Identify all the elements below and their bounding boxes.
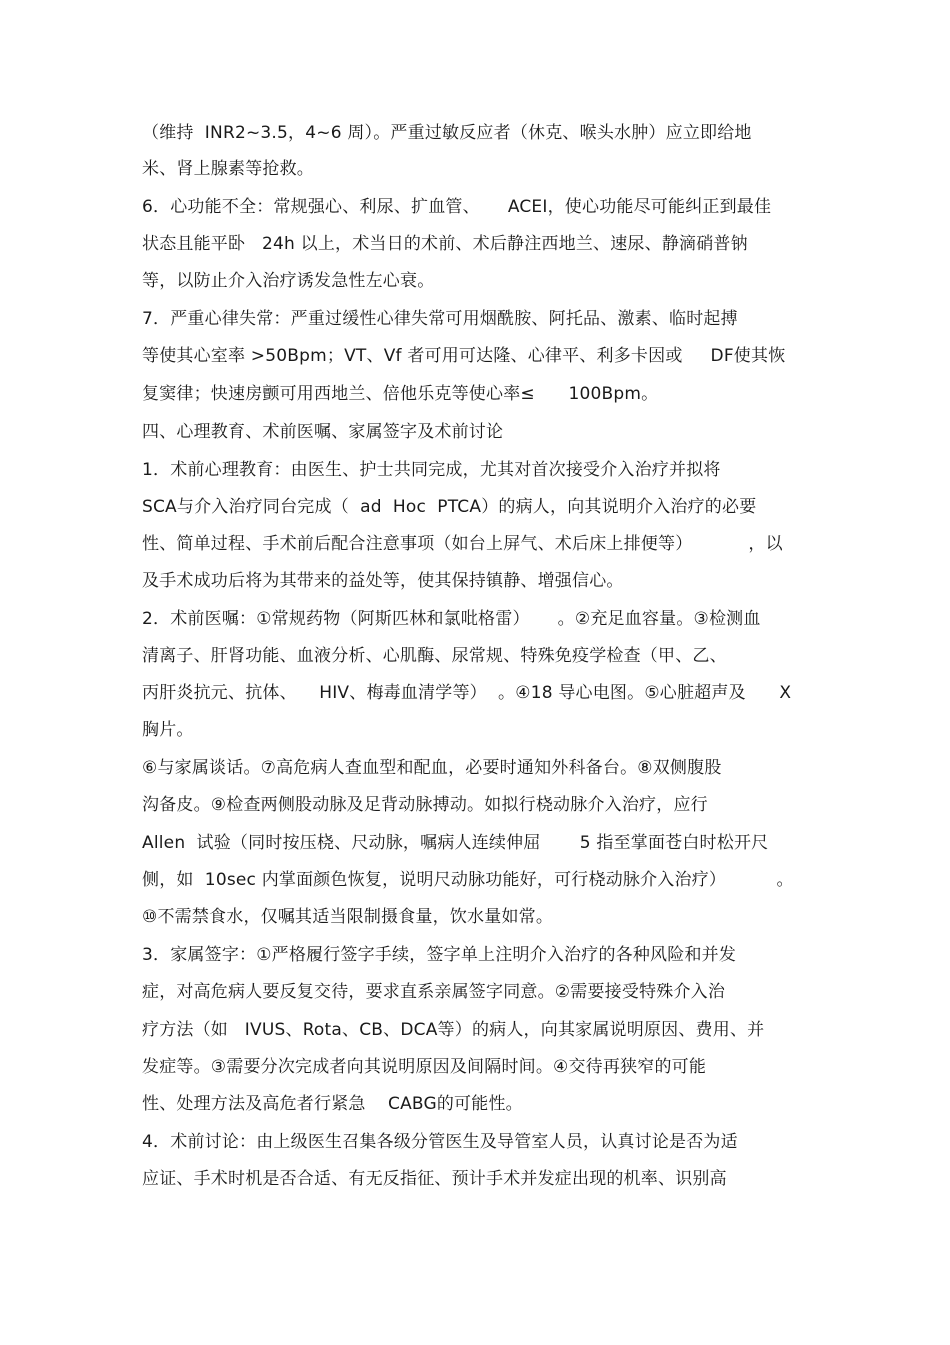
text-line: 7．严重心律失常：严重过缓性心律失常可用烟酰胺、阿托品、激素、临时起搏 bbox=[142, 309, 738, 329]
text-line: 6．心功能不全：常规强心、利尿、扩血管、 ACEI，使心功能尽可能纠正到最佳 bbox=[142, 197, 772, 217]
text-line: 性、简单过程、手术前后配合注意事项（如台上屏气、术后床上排便等） ，以 bbox=[142, 534, 783, 554]
text-line: 状态且能平卧 24h 以上，术当日的术前、术后静注西地兰、速尿、静滴硝普钠 bbox=[142, 234, 748, 254]
text-line: ⑥与家属谈话。⑦高危病人查血型和配血，必要时通知外科备台。⑧双侧腹股 bbox=[142, 758, 722, 778]
text-line: 2．术前医嘱：①常规药物（阿斯匹林和氯吡格雷） 。②充足血容量。③检测血 bbox=[142, 609, 761, 629]
text-line: 等，以防止介入治疗诱发急性左心衰。 bbox=[142, 271, 435, 291]
text-line: 等使其心室率 >50Bpm；VT、Vf 者可用可达隆、心律平、利多卡因或 DF使其恢 bbox=[142, 346, 786, 366]
section-heading: 四、心理教育、术前医嘱、家属签字及术前讨论 bbox=[142, 422, 504, 442]
text-line: 3．家属签字：①严格履行签字手续，签字单上注明介入治疗的各种风险和并发 bbox=[142, 945, 737, 965]
text-line: 侧，如 10sec 内掌面颜色恢复，说明尺动脉功能好，可行桡动脉介入治疗） 。 bbox=[142, 870, 794, 890]
text-line: 清离子、肝肾功能、血液分析、心肌酶、尿常规、特殊免疫学检查（甲、乙、 bbox=[142, 646, 727, 666]
text-line: SCA与介入治疗同台完成（ ad Hoc PTCA）的病人，向其说明介入治疗的必要 bbox=[142, 497, 757, 517]
text-line: 米、肾上腺素等抢救。 bbox=[142, 159, 314, 179]
text-line: 症，对高危病人要反复交待，要求直系亲属签字同意。②需要接受特殊介入治 bbox=[142, 982, 726, 1002]
text-line: （维持 INR2~3.5，4~6 周）。严重过敏反应者（休克、喉头水肿）应立即给地 bbox=[142, 123, 752, 143]
text-line: 疗方法（如 IVUS、Rota、CB、DCA等）的病人，向其家属说明原因、费用、并 bbox=[142, 1020, 765, 1040]
text-line: 发症等。③需要分次完成者向其说明原因及间隔时间。④交待再狭窄的可能 bbox=[142, 1057, 707, 1077]
text-line: 4．术前讨论：由上级医生召集各级分管医生及导管室人员，认真讨论是否为适 bbox=[142, 1132, 738, 1152]
text-line: 复窦律；快速房颤可用西地兰、倍他乐克等使心率≤ 100Bpm。 bbox=[142, 384, 659, 404]
text-line: 性、处理方法及高危者行紧急 CABG的可能性。 bbox=[142, 1094, 523, 1114]
text-line: 丙肝炎抗元、抗体、 HIV、梅毒血清学等） 。④18 导心电图。⑤心脏超声及 X bbox=[142, 683, 792, 703]
text-line: 沟备皮。⑨检查两侧股动脉及足背动脉搏动。如拟行桡动脉介入治疗，应行 bbox=[142, 795, 708, 815]
text-line: 胸片。 bbox=[142, 720, 194, 740]
text-line: Allen 试验（同时按压桡、尺动脉，嘱病人连续伸屈 5 指至掌面苍白时松开尺 bbox=[142, 833, 769, 853]
text-line: 1．术前心理教育：由医生、护士共同完成，尤其对首次接受介入治疗并拟将 bbox=[142, 460, 721, 480]
text-line: 及手术成功后将为其带来的益处等，使其保持镇静、增强信心。 bbox=[142, 571, 624, 591]
text-line: 应证、手术时机是否合适、有无反指征、预计手术并发症出现的机率、识别高 bbox=[142, 1169, 727, 1189]
text-line: ⑩不需禁食水，仅嘱其适当限制摄食量，饮水量如常。 bbox=[142, 907, 554, 927]
